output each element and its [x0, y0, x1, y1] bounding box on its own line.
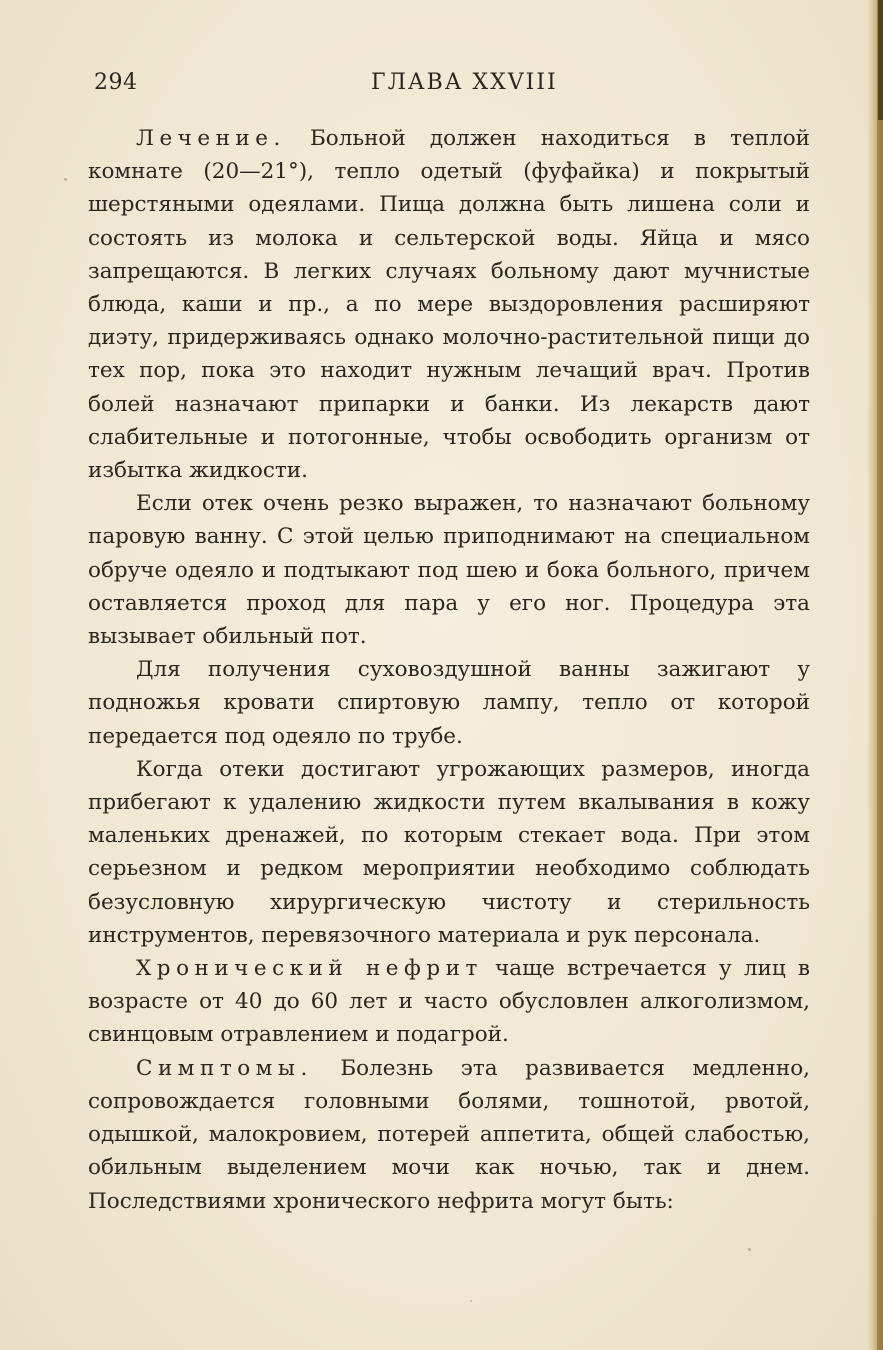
paper-speck — [748, 1248, 751, 1251]
paragraph-symptoms — [88, 1052, 810, 1218]
paragraph-lead: Хронический нефрит — [136, 956, 483, 982]
paragraph-steam-bath — [88, 487, 810, 653]
paragraph-lead: Симптомы. — [136, 1055, 313, 1081]
paragraph-drainage — [88, 753, 810, 952]
chapter-title: ГЛАВА XXVIII — [371, 70, 558, 95]
paragraph-text: Для получения суховоздушной ванны зажигают у подножья кровати спиртовую лампу, тепло от которой передается под одеяло по трубе. — [88, 657, 810, 749]
paragraph-chronic-nephritis — [88, 952, 810, 1052]
paragraph-text: Если отек очень резко выражен, то назначают больному паровую ванну. С этой целью приподнимают на специальном обруче одеяло и подтыкают под шею и бока больного, причем оставляется проход для пара у его ног. Процедура эта вызывает обильный пот. — [88, 491, 810, 650]
page-edge-dark-corner — [878, 0, 883, 120]
paper-speck — [64, 178, 67, 181]
paragraph-lead: Лечение. — [136, 126, 286, 151]
paragraph-text: Больной должен находиться в теплой комнате (20—21°), тепло одетый (фуфайка) и покрытый шерстяными одеялами. Пища должна быть лишена соли и состоять из молока и сельтерской воды. Яйца и мясо запрещаются. В легких случаях больному дают мучнистые блюда, каши и пр., а по мере выздоровления расширяют диэту, придерживаясь однако молочно-растительной пищи до тех пор, пока это находит нужным лечащий врач. Против болей назначают припарки и банки. Из лекарств дают слабительные и потогонные, чтобы освободить организм от избытка жидкости. — [88, 126, 810, 484]
page-number: 294 — [94, 70, 138, 95]
paragraph-dry-air-bath — [88, 653, 810, 753]
body-text — [88, 122, 810, 1218]
paragraph-text: Болезнь эта развивается медленно, сопровождается головными болями, тошнотой, рвотой, одышкой, малокровием, потерей аппетита, общей слабостью, обильным выделением мочи как ночью, так и днем. Последствиями хронического нефрита могут быть: — [88, 1055, 810, 1214]
paragraph-treatment — [88, 122, 810, 487]
paper-speck — [470, 1300, 472, 1302]
running-head — [88, 70, 848, 104]
paragraph-text: чаще встречается у лиц в возрасте от 40 до 60 лет и часто обусловлен алкоголизмом, свинцовым отравлением и подагрой. — [88, 956, 811, 1048]
paragraph-text: Когда отеки достигают угрожающих размеров, иногда прибегают к удалению жидкости путем вкалывания в кожу маленьких дренажей, по которым стекает вода. При этом серьезном и редком мероприятии необходимо соблюдать безусловную хирургическую чистоту и стерильность инструментов, перевязочного материала и рук персонала. — [88, 756, 810, 948]
page-edge-strip — [877, 0, 883, 1350]
